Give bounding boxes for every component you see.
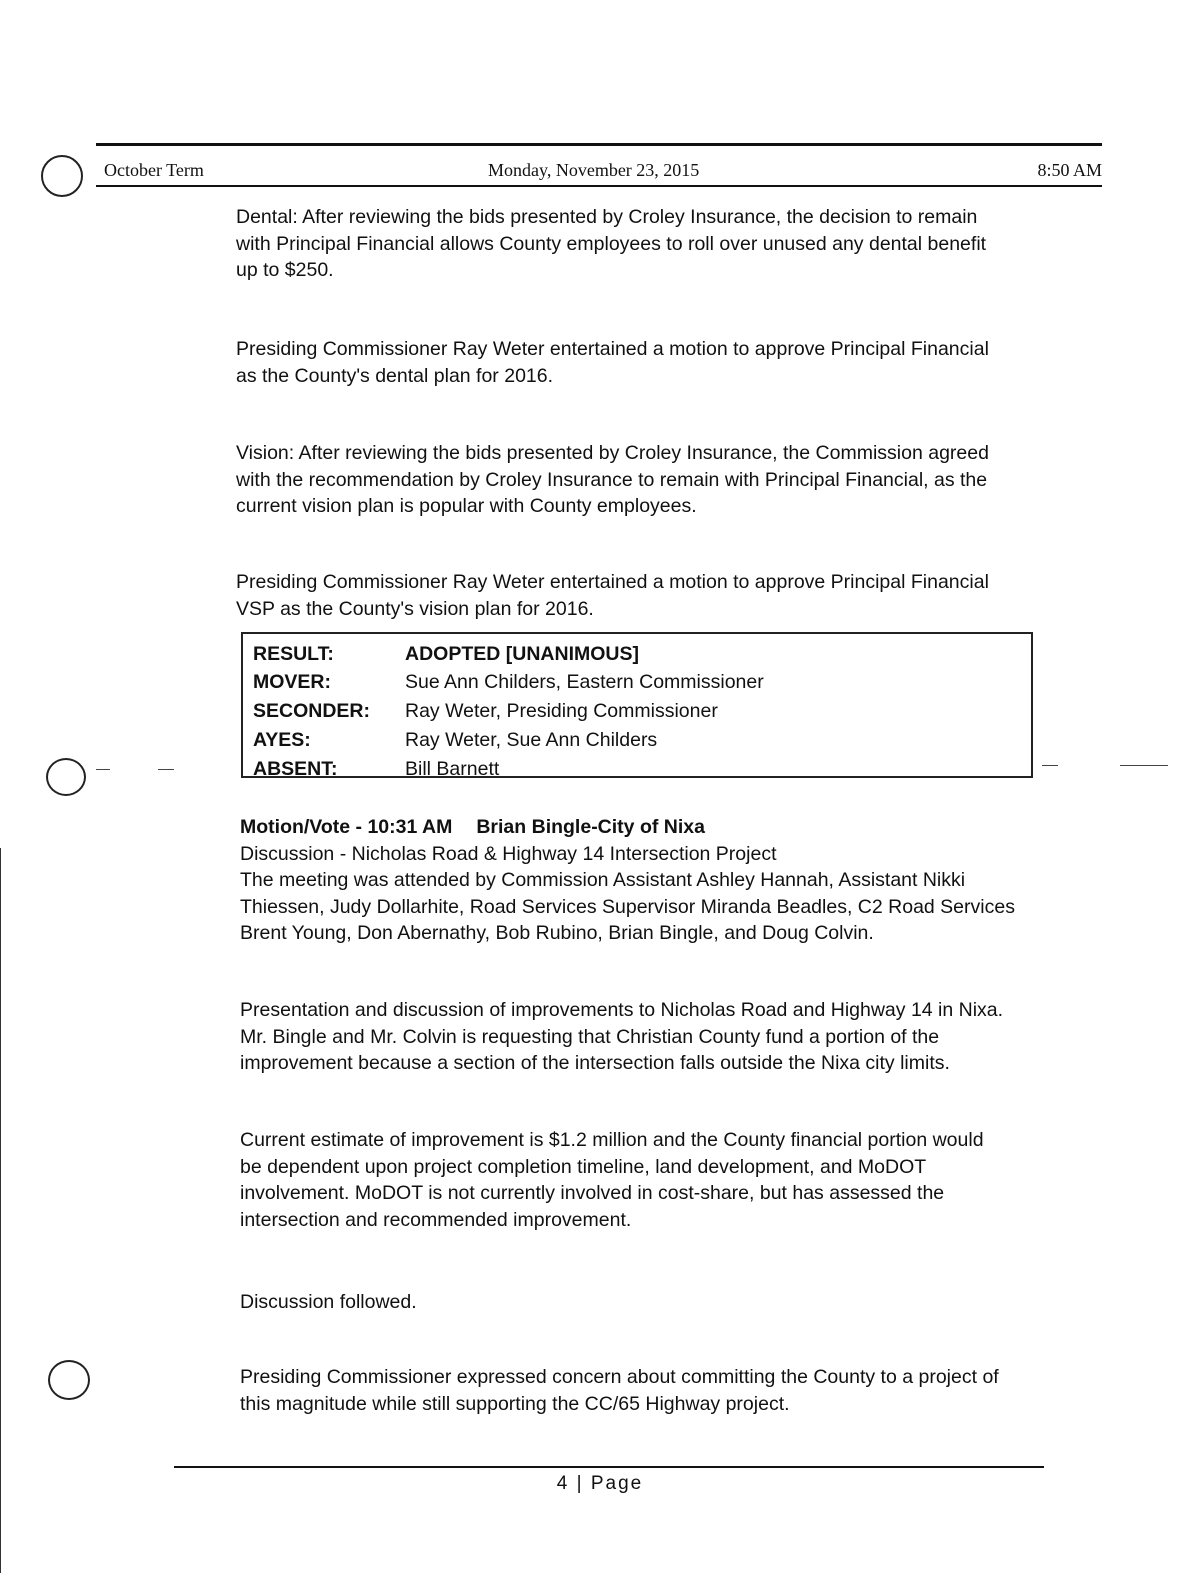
estimate-paragraph [240,1127,984,1233]
seconder-label: SECONDER: [253,700,371,722]
presentation-line-1: Presentation and discussion of improvements to Nicholas Road and Highway 14 in Nixa. [240,999,1004,1021]
presentation-line-2: Mr. Bingle and Mr. Colvin is requesting that Christian County fund a portion of the [240,1025,940,1048]
scan-artifact-dash [96,769,110,770]
vote-result-box [241,632,1033,778]
vision-paragraph [236,440,989,520]
mover-label: MOVER: [253,671,331,693]
presentation-line-3: improvement because a section of the intersection falls outside the Nixa city limits. [240,1052,950,1074]
agenda-heading: Motion/Vote - 10:31 AM [240,816,453,838]
estimate-line-2: be dependent upon project completion timeline, land development, and MoDOT [240,1155,927,1178]
concern-line-1: Presiding Commissioner expressed concern about committing the County to a project of [240,1366,999,1388]
ayes-label: AYES: [253,729,311,751]
absent-value: Bill Barnett [405,758,500,780]
vision-line-3: current vision plan is popular with County employees. [236,495,697,517]
header-top-rule [96,143,1102,146]
dental-motion-line-2: as the County's dental plan for 2016. [236,364,554,387]
concern-line-2: this magnitude while still supporting the CC/65 Highway project. [240,1392,790,1415]
agenda-discussion: Discussion - Nicholas Road & Highway 14 Intersection Project [240,842,777,865]
dental-line-3: up to $250. [236,259,334,281]
footer-rule [174,1466,1044,1468]
presentation-paragraph [240,997,1003,1077]
mover-value: Sue Ann Childers, Eastern Commissioner [405,671,764,693]
vision-motion-line-2: VSP as the County's vision plan for 2016. [236,597,594,620]
discussion-followed: Discussion followed. [240,1291,417,1313]
punch-hole-bottom [48,1360,90,1400]
scan-artifact-dash [1042,765,1058,766]
attendance-line-3: Brent Young, Don Abernathy, Bob Rubino, Brian Bingle, and Doug Colvin. [240,922,874,944]
header-term: October Term [104,160,204,180]
punch-hole-middle [46,758,86,796]
estimate-line-3: involvement. MoDOT is not currently involved in cost-share, but has assessed the [240,1182,945,1204]
absent-label: ABSENT: [253,758,338,780]
ayes-value: Ray Weter, Sue Ann Childers [405,729,658,751]
result-value: ADOPTED [UNANIMOUS] [405,643,639,665]
vision-motion-line-1: Presiding Commissioner Ray Weter entertained a motion to approve Principal Financial [236,571,989,593]
dental-motion-paragraph [236,336,989,389]
vision-motion-paragraph [236,569,989,622]
header-date: Monday, November 23, 2015 [488,160,700,180]
result-label: RESULT: [253,643,334,665]
seconder-value: Ray Weter, Presiding Commissioner [405,700,718,722]
concern-paragraph [240,1364,999,1417]
scan-edge-line [0,848,1,1573]
dental-paragraph [236,204,986,284]
attendance-line-1: The meeting was attended by Commission Assistant Ashley Hannah, Assistant Nikki [240,869,966,891]
estimate-line-1: Current estimate of improvement is $1.2 million and the County financial portion would [240,1129,984,1151]
dental-motion-line-1: Presiding Commissioner Ray Weter entertained a motion to approve Principal Financial [236,338,989,360]
dental-line-2: with Principal Financial allows County employees to roll over unused any dental benefit [236,232,987,255]
attendance-line-2: Thiessen, Judy Dollarhite, Road Services Supervisor Miranda Beadles, C2 Road Services [240,895,1015,918]
dental-line-1: Dental: After reviewing the bids presented by Croley Insurance, the decision to remain [236,206,978,228]
agenda-item-block [240,814,1015,947]
punch-hole-top [41,155,83,197]
page-number: 4 | Page [556,1473,644,1494]
header-time: 8:50 AM [1037,160,1102,180]
scan-artifact-dash [158,769,174,770]
agenda-presenter: Brian Bingle-City of Nixa [476,816,705,838]
scan-artifact-dash [1120,765,1168,766]
vision-line-2: with the recommendation by Croley Insurance to remain with Principal Financial, as the [236,468,988,491]
header-bottom-rule [96,185,1102,187]
vision-line-1: Vision: After reviewing the bids presented by Croley Insurance, the Commission agreed [236,442,989,464]
estimate-line-4: intersection and recommended improvement. [240,1208,632,1231]
agenda-heading-line [240,814,1015,841]
